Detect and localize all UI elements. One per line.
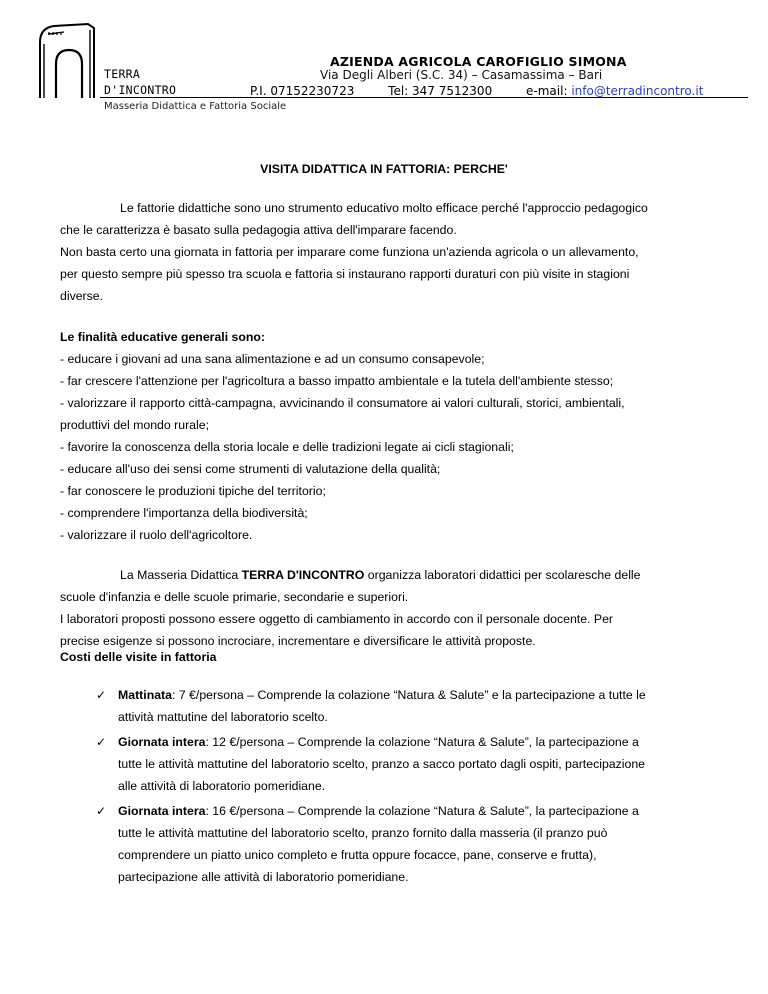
intro-paragraph <box>60 197 710 307</box>
brand-line-2: D'INCONTRO <box>104 83 177 97</box>
labs-line: scuole d'infanzia e delle scuole primarie, secondarie e superiori. <box>60 590 409 604</box>
masseria-tower-logo <box>36 20 96 100</box>
brand-logotype <box>104 66 176 98</box>
intro-line: diverse. <box>60 289 104 303</box>
costs-heading: Costi delle visite in fattoria <box>60 650 217 664</box>
cost-text: : 12 €/persona – Comprende la colazione “Natura & Salute”, la partecipazione a <box>205 735 639 749</box>
company-name: AZIENDA AGRICOLA CAROFIGLIO SIMONA <box>330 54 627 69</box>
checkmark-icon: ✓ <box>96 735 107 749</box>
tagline: Masseria Didattica e Fattoria Sociale <box>104 101 287 112</box>
cost-item-full-day-lunch <box>96 800 716 888</box>
cost-label: Giornata intera <box>118 804 206 818</box>
intro-line: Le fattorie didattiche sono uno strumento educativo molto efficace perché l'approccio pedagogico <box>120 201 648 215</box>
email-label: e-mail: <box>526 84 568 98</box>
labs-line <box>60 564 710 586</box>
goals-section <box>60 326 710 546</box>
brand-line-1: TERRA <box>104 67 141 81</box>
labs-brand-name: TERRA D'INCONTRO <box>241 568 365 582</box>
labs-post: organizza laboratori didattici per scolaresche delle <box>364 568 641 582</box>
cost-label: Giornata intera <box>118 735 206 749</box>
goal-item: - valorizzare il ruolo dell'agricoltore. <box>60 528 253 542</box>
cost-text: tutte le attività mattutine del laboratorio scelto, pranzo fornito dalla masseria (il pranzo può <box>118 826 608 840</box>
goal-item: produttivi del mondo rurale; <box>60 418 210 432</box>
labs-paragraph <box>60 564 710 652</box>
cost-label: Mattinata <box>118 688 172 702</box>
cost-item-morning <box>96 684 716 728</box>
goal-item: - far crescere l'attenzione per l'agricoltura a basso impatto ambientale e la tutela dell'ambiente stesso; <box>60 374 614 388</box>
cost-text: partecipazione alle attività di laboratorio pomeridiane. <box>118 870 409 884</box>
goal-item: - valorizzare il rapporto città-campagna, avvicinando il consumatore ai valori culturali, storici, ambientali, <box>60 396 625 410</box>
vat-number: P.I. 07152230723 <box>250 84 355 98</box>
phone-number: Tel: 347 7512300 <box>388 84 493 98</box>
checkmark-icon: ✓ <box>96 804 107 818</box>
labs-pre: La Masseria Didattica <box>120 568 242 582</box>
goal-item: - far conoscere le produzioni tipiche del territorio; <box>60 484 326 498</box>
cost-text: comprendere un piatto unico completo e frutta oppure focacce, pane, conserve e frutta), <box>118 848 597 862</box>
company-contacts <box>250 84 733 98</box>
intro-line: che le caratterizza è basato sulla pedagogia attiva dell'imparare facendo. <box>60 223 457 237</box>
labs-line: I laboratori proposti possono essere oggetto di cambiamento in accordo con il personale docente. Per <box>60 612 614 626</box>
cost-item-full-day-packed <box>96 731 716 797</box>
cost-text: attività mattutine del laboratorio scelto. <box>118 710 328 724</box>
email-link[interactable]: info@terradincontro.it <box>571 84 704 98</box>
cost-text: : 7 €/persona – Comprende la colazione “Natura & Salute” e la partecipazione a tutte le <box>171 688 646 702</box>
goals-heading: Le finalità educative generali sono: <box>60 330 266 344</box>
cost-text: : 16 €/persona – Comprende la colazione “Natura & Salute”, la partecipazione a <box>205 804 639 818</box>
header-divider <box>100 97 748 98</box>
goal-item: - favorire la conoscenza della storia locale e delle tradizioni legate ai cicli stagionali; <box>60 440 514 454</box>
intro-line: Non basta certo una giornata in fattoria per imparare come funziona un'azienda agricola o un allevamento, <box>60 245 639 259</box>
costs-list <box>96 684 716 891</box>
cost-text: alle attività di laboratorio pomeridiane. <box>118 779 326 793</box>
company-address: Via Degli Alberi (S.C. 34) – Casamassima – Bari <box>320 68 603 82</box>
labs-line: precise esigenze si possono incrociare, incrementare e diversificare le attività proposte. <box>60 634 536 648</box>
intro-line: per questo sempre più spesso tra scuola e fattoria si instaurano rapporti duraturi con più visite in stagioni <box>60 267 630 281</box>
cost-text: tutte le attività mattutine del laboratorio scelto, pranzo a sacco portato dagli ospiti, partecipazione <box>118 757 646 771</box>
page-title: VISITA DIDATTICA IN FATTORIA: PERCHE' <box>260 162 508 176</box>
goal-item: - educare i giovani ad una sana alimentazione e ad un consumo consapevole; <box>60 352 485 366</box>
goal-item: - educare all'uso dei sensi come strumenti di valutazione della qualità; <box>60 462 441 476</box>
checkmark-icon: ✓ <box>96 688 107 702</box>
goal-item: - comprendere l'importanza della biodiversità; <box>60 506 308 520</box>
